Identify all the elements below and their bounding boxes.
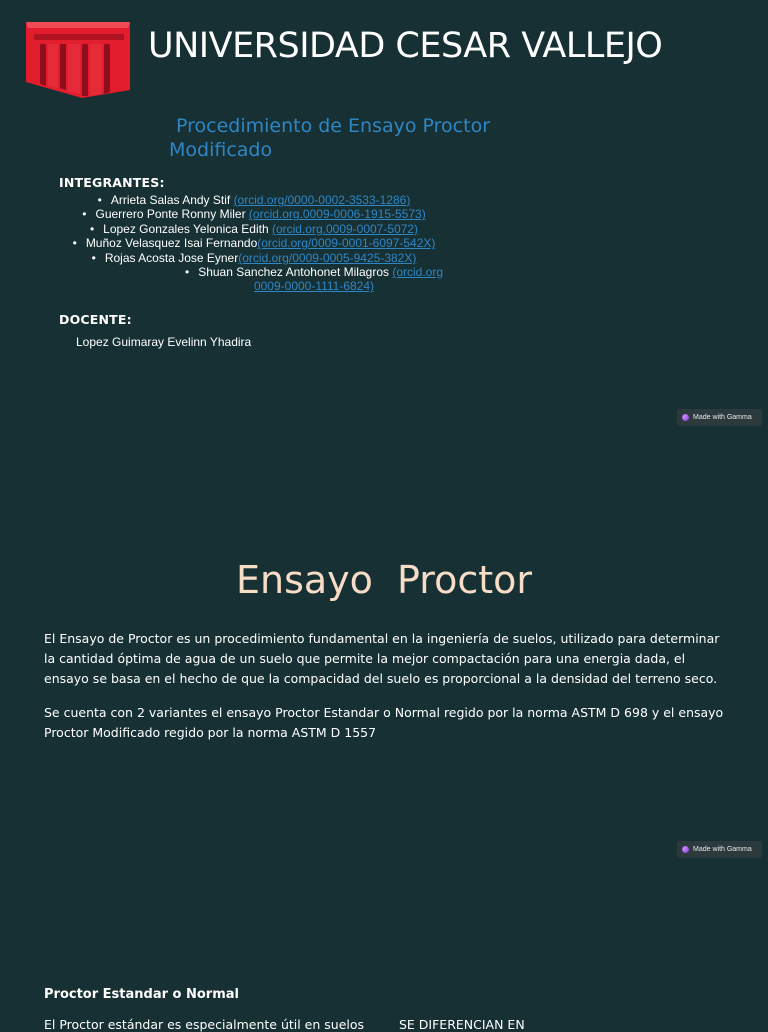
estandar-heading: Proctor Estandar o Normal: [44, 987, 239, 1002]
orcid-link[interactable]: (orcid.org.0009-0007-5072): [271, 221, 419, 236]
member-name: Lopez Gonzales Yelonica Edith: [103, 221, 272, 236]
ensayo-paragraph-1: El Ensayo de Proctor es un procedimiento fundamental en la ingeniería de suelos, utilizado para determinar la cantidad óptima de agua de un suelo que permite la mejor compactación para una energia dada, el ensayo se basa en el hecho de que la compacidad del suelo es proporcional a la densidad del terreno seco.: [44, 631, 720, 686]
member-name: Shuan Sanchez Antohonet Milagros: [198, 265, 393, 280]
list-item: [64, 207, 444, 221]
estandar-text-cut: El Proctor estándar es especialmente útil en suelos: [44, 1017, 365, 1032]
made-with-gamma-badge[interactable]: [677, 409, 762, 426]
bullet-icon: •: [91, 250, 96, 265]
integrantes-label: INTEGRANTES:: [59, 175, 165, 190]
gamma-logo-icon: [682, 846, 689, 853]
university-logo: [24, 20, 132, 100]
bullet-icon: •: [184, 265, 190, 280]
procedure-title-line2: Modificado: [169, 139, 273, 161]
docente-name: Lopez Guimaray Evelinn Yhadira: [76, 335, 252, 349]
docente-label: DOCENTE:: [59, 312, 132, 327]
bullet-icon: •: [97, 193, 102, 207]
member-name: Arrieta Salas Andy Stif: [110, 193, 234, 207]
procedure-title: [169, 114, 569, 162]
university-title: UNIVERSIDAD CESAR VALLEJO: [148, 26, 663, 66]
badge-label: Made with Gamma: [693, 846, 752, 853]
member-name: Muñoz Velasquez Isai Fernando: [85, 236, 258, 251]
bullet-icon: •: [89, 221, 95, 236]
member-name: Rojas Acosta Jose Eyner: [104, 250, 239, 265]
bullet-icon: •: [82, 207, 87, 222]
ensayo-paragraph-2: Se cuenta con 2 variantes el ensayo Proctor Estandar o Normal regido por la norma ASTM D 698 y el ensayo Proctor Modificado regido por la norma ASTM D 1557: [44, 705, 724, 740]
procedure-title-line1: Procedimiento de Ensayo Proctor: [176, 115, 491, 137]
orcid-link[interactable]: (orcid.org.0009-0006-1915-5573): [248, 207, 426, 222]
differences-heading-cut: SE DIFERENCIAN EN: [399, 1017, 525, 1032]
orcid-link[interactable]: (orcid.org/0000-0002-3533-1286): [233, 193, 411, 207]
orcid-link[interactable]: (orcid.org/0009-0001-6097-542X): [257, 236, 436, 251]
list-item: [64, 265, 444, 294]
list-item: [64, 236, 444, 250]
members-list: [64, 193, 444, 294]
bullet-icon: •: [72, 236, 77, 251]
list-item: [64, 251, 444, 265]
list-item: [64, 222, 444, 236]
cover-slide: [0, 0, 768, 430]
ensayo-title: Ensayo Proctor: [235, 558, 533, 602]
orcid-link[interactable]: (orcid.org 0009-0000-1111-6824): [253, 265, 444, 294]
orcid-link[interactable]: (orcid.org/0009-0005-9425-382X): [238, 250, 417, 265]
badge-label: Made with Gamma: [693, 414, 752, 421]
member-name: Guerrero Ponte Ronny Miler: [95, 207, 249, 222]
gamma-logo-icon: [682, 414, 689, 421]
made-with-gamma-badge[interactable]: [677, 841, 762, 858]
list-item: [64, 193, 444, 207]
